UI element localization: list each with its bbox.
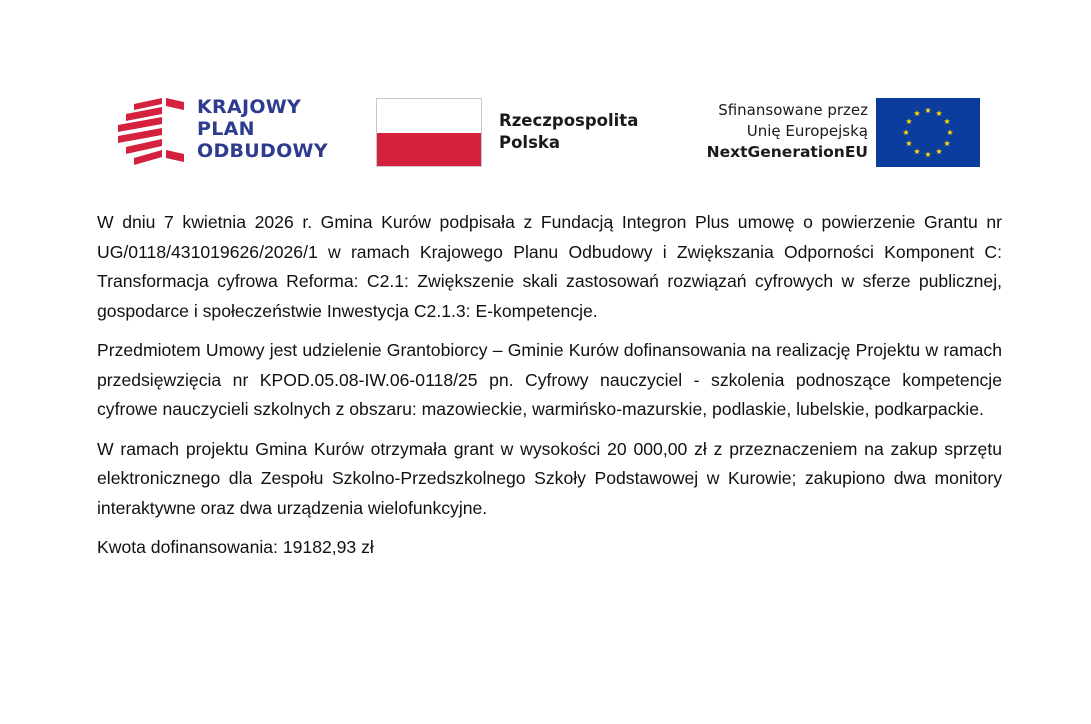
eu-line-1: Sfinansowane przez: [718, 101, 868, 119]
paragraph-funding-amount: Kwota dofinansowania: 19182,93 zł: [97, 537, 374, 557]
polish-flag-icon: [376, 98, 482, 167]
eu-flag-icon: [876, 98, 980, 167]
kpo-line-2: PLAN: [197, 118, 255, 140]
paragraph-agreement: W dniu 7 kwietnia 2026 r. Gmina Kurów podpisała z Fundacją Integron Plus umowę o powierzenie Grantu nr UG/0118/431019626/2026/1 w ramach Krajowego Planu Odbudowy i Zwiększania Odporności Komponent C: Transformacja cyfrowa Reforma: C2.1: Zwiększenie skali zastosowań rozwiązań cyfrowych w sferze publicznej, gospodarce i społeczeństwie Inwestycja C2.1.3: E-kompetencje.: [97, 212, 1002, 321]
eu-logo: [676, 98, 986, 170]
logo-strip: [0, 90, 1091, 180]
rp-wordmark: [499, 110, 638, 154]
kpo-logo: [116, 96, 346, 170]
paragraph-subject: Przedmiotem Umowy jest udzielenie Grantobiorcy – Gminie Kurów dofinansowania na realizację Projektu w ramach przedsięwzięcia nr KPOD.05.08-IW.06-0118/25 pn. Cyfrowy nauczyciel - szkolenia podnoszące kompetencje cyfrowe nauczycieli szkolnych z obszaru: mazowieckie, warmińsko-mazurskie, podlaskie, lubelskie, podkarpackie.: [97, 340, 1002, 419]
document-body: [97, 208, 1002, 573]
kpo-wordmark: [197, 96, 328, 162]
eu-wordmark: [707, 100, 868, 163]
rp-logo: [376, 98, 646, 170]
rp-line-1: Rzeczpospolita: [499, 111, 639, 130]
kpo-line-1: KRAJOWY: [197, 96, 302, 118]
eu-line-3: NextGenerationEU: [706, 143, 868, 161]
paragraph-grant: W ramach projektu Gmina Kurów otrzymała grant w wysokości 20 000,00 zł z przeznaczeniem na zakup sprzętu elektronicznego dla Zespołu Szkolno-Przedszkolnego Szkoły Podstawowej w Kurowie; zakupiono dwa monitory interaktywne oraz dwa urządzenia wielofunkcyjne.: [97, 438, 1002, 518]
kpo-mark-icon: [116, 98, 186, 168]
eu-line-2: Unię Europejską: [746, 122, 868, 140]
rp-line-2: Polska: [499, 133, 561, 152]
kpo-line-3: ODBUDOWY: [197, 140, 328, 162]
